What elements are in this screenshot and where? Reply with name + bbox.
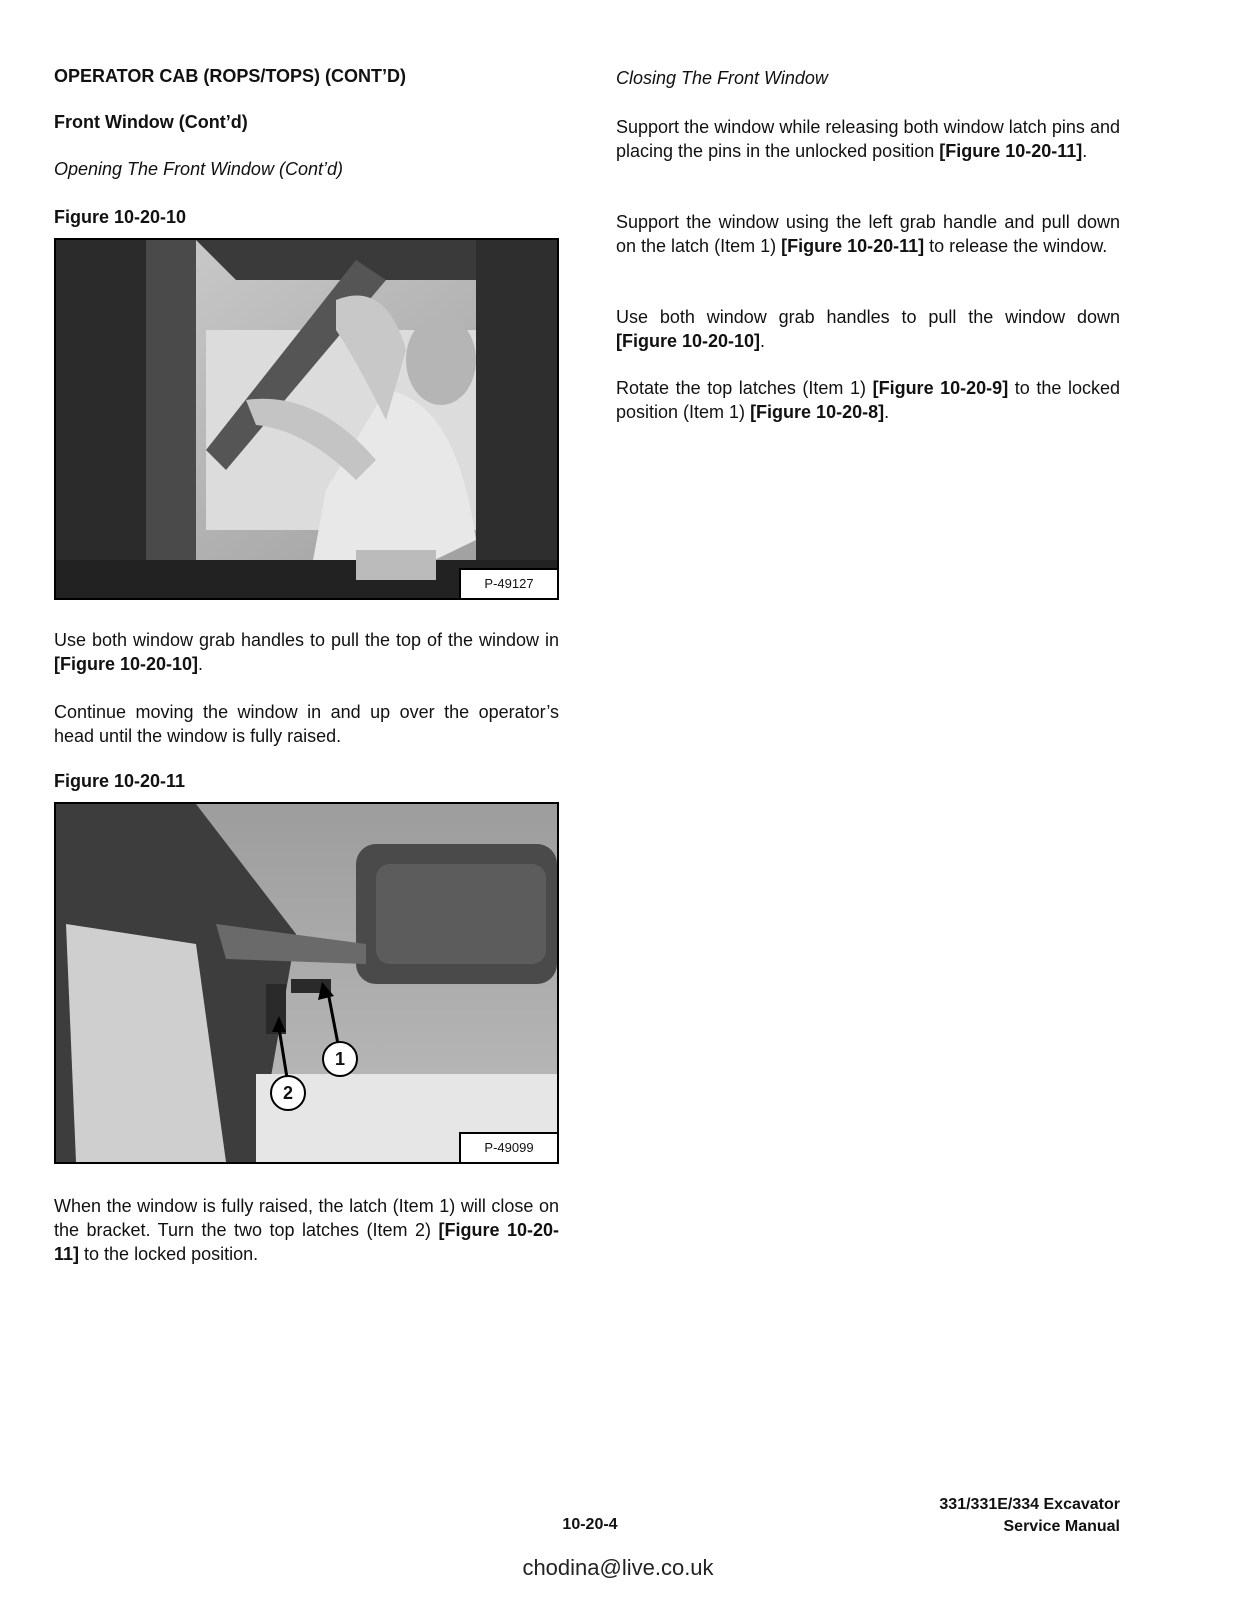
text: Use both window grab handles to pull the window down	[616, 307, 1120, 327]
paragraph-pull-down	[616, 305, 1120, 353]
figure-ref: [Figure 10-20-11]	[939, 141, 1083, 161]
callout-1: 1	[322, 1041, 358, 1077]
manual-title-line2: Service Manual	[1003, 1518, 1120, 1535]
figure-ref: [Figure 10-20-11]	[54, 1220, 560, 1264]
figure-ref: [Figure 10-20-8]	[750, 402, 885, 422]
paragraph-support-window	[616, 115, 1120, 163]
text: Rotate the top latches (Item 1)	[616, 378, 873, 398]
section-heading: OPERATOR CAB (ROPS/TOPS) (CONT’D)	[54, 66, 407, 86]
figure-label-10-20-10: Figure 10-20-10	[54, 207, 187, 227]
callout-2: 2	[270, 1075, 306, 1111]
figure-ref: [Figure 10-20-10]	[616, 331, 761, 351]
section-title-closing: Closing The Front Window	[616, 68, 828, 88]
text: to the locked position (Item 1)	[616, 378, 1120, 422]
text: .	[760, 331, 766, 351]
watermark: chodina@live.co.uk	[522, 1555, 714, 1580]
photo-code: P-49127	[459, 568, 557, 598]
text: to the locked position.	[79, 1244, 259, 1264]
photo-code: P-49099	[459, 1132, 557, 1162]
text: Support the window while releasing both window latch pins and placing the pins in the unlocked position	[616, 117, 1120, 161]
text: .	[198, 654, 204, 674]
paragraph-pull-top	[54, 628, 559, 676]
text: When the window is fully raised, the latch (Item 1) will close on the bracket. Turn the two top latches (Item 2)	[54, 1196, 559, 1240]
paragraph-continue-moving: Continue moving the window in and up over the operator’s head until the window is fully raised.	[54, 702, 559, 746]
text: Use both window grab handles to pull the top of the window in	[54, 630, 559, 650]
latch-photo	[56, 804, 557, 1162]
section-title-opening: Opening The Front Window (Cont’d)	[54, 159, 343, 179]
paragraph-fully-raised	[54, 1194, 559, 1266]
text: .	[1082, 141, 1088, 161]
manual-title-line1: 331/331E/334 Excavator	[939, 1496, 1120, 1513]
figure-photo-latches	[54, 802, 559, 1164]
figure-ref: [Figure 10-20-10]	[54, 654, 199, 674]
manual-title	[939, 1494, 1120, 1538]
text: Support the window using the left grab handle and pull down on the latch (Item 1)	[616, 212, 1120, 256]
subheading: Front Window (Cont’d)	[54, 112, 248, 132]
page-number: 10-20-4	[562, 1516, 618, 1533]
paragraph-rotate-latches	[616, 376, 1120, 424]
figure-ref: [Figure 10-20-9]	[872, 378, 1009, 398]
paragraph-left-grab-handle	[616, 210, 1120, 258]
text: to release the window.	[924, 236, 1108, 256]
figure-ref: [Figure 10-20-11]	[781, 236, 925, 256]
text: .	[884, 402, 890, 422]
cab-window-photo	[56, 240, 557, 598]
figure-photo-window-opening	[54, 238, 559, 600]
figure-label-10-20-11: Figure 10-20-11	[54, 771, 186, 791]
